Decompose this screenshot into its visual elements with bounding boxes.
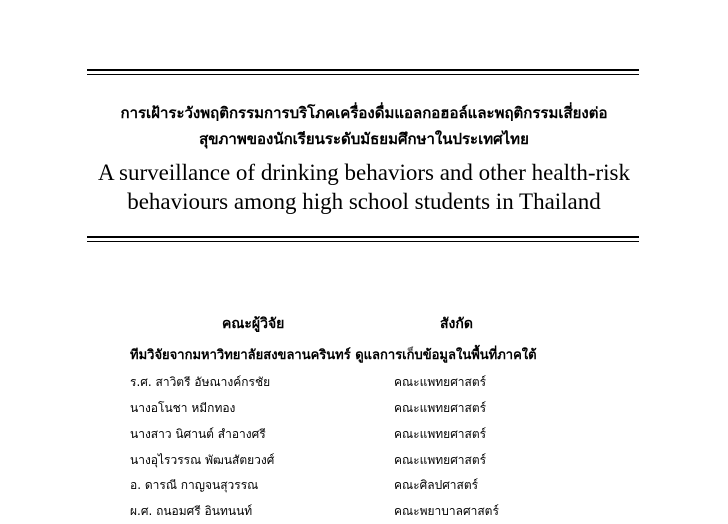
research-group-heading: ทีมวิจัยจากมหาวิทยาลัยสงขลานครินทร์ ดูแลการเก็บข้อมูลในพื้นที่ภาคใต้ bbox=[130, 348, 537, 363]
title-english-line-1: A surveillance of drinking behaviors and other health-risk bbox=[97, 160, 631, 185]
member-name: นางสาว นิศานต์ สำอางศรี bbox=[130, 427, 266, 441]
title-thai-line-2: สุขภาพของนักเรียนระดับมัธยมศึกษาในประเทศไทย bbox=[199, 130, 529, 148]
member-affiliation: คณะพยาบาลศาสตร์ bbox=[394, 504, 499, 518]
member-affiliation: คณะแพทยศาสตร์ bbox=[394, 401, 487, 415]
top-rule-2 bbox=[87, 74, 639, 75]
member-affiliation: คณะศิลปศาสตร์ bbox=[394, 478, 479, 492]
title-english-line-2: behaviours among high school students in Thailand bbox=[127, 189, 601, 214]
member-affiliation: คณะแพทยศาสตร์ bbox=[394, 375, 487, 389]
member-name: ร.ศ. สาวิตรี อัษณางค์กรชัย bbox=[130, 375, 271, 389]
member-name: นางอโนชา หมีกทอง bbox=[130, 401, 236, 415]
title-thai-line-1: การเฝ้าระวังพฤติกรรมการบริโภคเครื่องดื่มแอลกอฮอล์และพฤติกรรมเสี่ยงต่อ bbox=[120, 104, 608, 122]
affiliation-header: สังกัด bbox=[440, 316, 473, 332]
member-name: ผ.ศ. ถนอมศรี อินทนนท์ bbox=[130, 504, 253, 518]
member-affiliation: คณะแพทยศาสตร์ bbox=[394, 427, 487, 441]
member-name: นางอุไรวรรณ พัฒนสัตยวงศ์ bbox=[130, 453, 275, 467]
top-rule-1 bbox=[87, 69, 639, 71]
member-affiliation: คณะแพทยศาสตร์ bbox=[394, 453, 487, 467]
bottom-rule-2 bbox=[87, 241, 639, 242]
researchers-header: คณะผู้วิจัย bbox=[222, 316, 285, 332]
bottom-rule-1 bbox=[87, 236, 639, 238]
member-name: อ. ดารณี กาญจนสุวรรณ bbox=[130, 478, 259, 492]
